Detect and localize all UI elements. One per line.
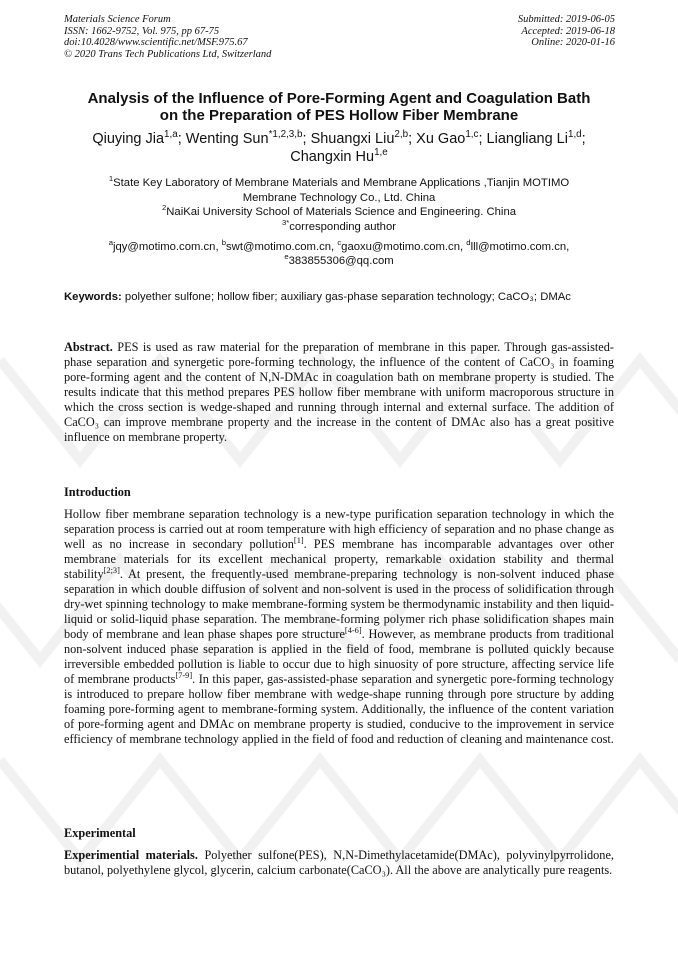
affiliations <box>40 176 638 234</box>
email-mark: b <box>221 238 227 248</box>
introduction-paragraph <box>64 507 614 747</box>
email-mark: c <box>337 238 342 248</box>
affiliation-1 <box>40 176 638 191</box>
author-line-1 <box>40 130 638 148</box>
affil-text: NaiKai University School of Materials Science and Engineering. China <box>166 206 517 218</box>
intro-text: . At present, the frequently-used membrane-preparing technology is non-solvent induced phase separation in which double diffusion of solvent and non-solvent is used in the process of solidification through dry-wet spinning technology to make membrane-forming system be thermodynamic instability and then liquid-liquid or solid-liquid phase separation. The membrane-forming polymer rich phase solidification shapes main body of membrane and lean phase shapes pore structure <box>64 567 614 641</box>
materials-label: Experimential materials. <box>64 848 198 862</box>
author-affil-mark: 1,d <box>567 129 582 141</box>
email-address[interactable]: lll@motimo.com.cn, <box>470 241 570 253</box>
online-date: Online: 2020-01-16 <box>531 37 615 48</box>
abstract-text: PES is used as raw material for the preparation of membrane in this paper. Through gas-assisted-phase separation and synergetic pore-forming technology, the influence of the content of CaCO₃ in foaming pore-forming agent and the content of N,N-DMAc in coagulation bath on membrane property is studied. The results indicate that this method prepares PES hollow fiber membrane with uniform macroporous structure in which the cross section is wedge-shaped and running through internal and external surface. The addition of CaCO₃ can improve membrane property and the increase in the content of DMAc also has a great positive influence on membrane property. <box>64 340 615 444</box>
journal-name: Materials Science Forum <box>64 14 171 25</box>
introduction-heading: Introduction <box>64 485 131 499</box>
email-line-1 <box>40 240 638 254</box>
keywords-text: polyether sulfone; hollow fiber; auxiliary gas-phase separation technology; CaCO₃; DMAc <box>124 291 571 303</box>
materials-text: Polyether sulfone(PES), N,N-Dimethylacetamide(DMAc), polyvinylpyrrolidone, butanol, polyethylene glycol, glycerin, calcium carbonate(CaCO₃). All the above are analytically pure reagents. <box>64 848 614 877</box>
author-separator: ; <box>581 131 586 147</box>
email-address[interactable]: 383855306@qq.com <box>288 255 394 267</box>
journal-info <box>64 14 271 60</box>
author-list <box>40 130 638 166</box>
author-affil-mark: 1,a <box>164 129 178 141</box>
author-separator: ; <box>408 131 413 147</box>
author-line-2 <box>40 148 638 166</box>
submission-dates <box>518 14 615 49</box>
author-affil-mark: 1,e <box>374 147 388 159</box>
intro-text: Hollow fiber membrane separation technology is a new-type purification separation technology in which the separation process is carried out at room temperature with high efficiency of separation and no phase change as well as no increase in secondary pollution <box>64 507 614 551</box>
experimental-heading: Experimental <box>64 826 136 840</box>
title-line-2: on the Preparation of PES Hollow Fiber Membrane <box>159 107 519 124</box>
intro-text: . PES membrane has incomparable advantages over other membrane materials for its excellent mechanical property, remarkable oxidation stability and thermal stability <box>64 537 615 581</box>
author-name: Wenting Sun <box>185 131 269 147</box>
author-name: Shuangxi Liu <box>310 131 395 147</box>
copyright-line: © 2020 Trans Tech Publications Ltd, Switzerland <box>64 48 272 60</box>
author-emails <box>40 240 638 268</box>
submitted-date: Submitted: 2019-06-05 <box>517 14 615 25</box>
affiliation-2 <box>40 205 638 220</box>
corresponding-author-note <box>40 217 638 235</box>
email-mark: a <box>108 238 113 248</box>
paper-title <box>40 90 638 124</box>
keywords <box>64 290 614 305</box>
doi-line: doi:10.4028/www.scientific.net/MSF.975.67 <box>64 37 248 48</box>
abstract-label: Abstract. <box>64 340 113 354</box>
issn-line: ISSN: 1662-9752, Vol. 975, pp 67-75 <box>64 25 220 37</box>
author-name: Qiuying Jia <box>92 131 165 147</box>
author-name: Liangliang Li <box>486 131 568 147</box>
email-address[interactable]: swt@motimo.com.cn, <box>226 241 335 253</box>
affil-mark: 3* <box>281 217 290 227</box>
author-name: Xu Gao <box>416 131 466 147</box>
author-separator: ; <box>177 131 182 147</box>
email-address[interactable]: jqy@motimo.com.cn, <box>112 241 219 253</box>
author-affil-mark: *1,2,3,b <box>268 129 303 141</box>
accepted-date: Accepted: 2019-06-18 <box>521 25 615 37</box>
affil-text: State Key Laboratory of Membrane Materials and Membrane Applications ,Tianjin MOTIMO <box>113 177 570 189</box>
title-line-1: Analysis of the Influence of Pore-Forming Agent and Coagulation Bath <box>87 90 591 107</box>
email-line-2 <box>40 254 638 268</box>
affil-mark: 2 <box>161 203 167 213</box>
abstract <box>64 340 614 445</box>
author-affil-mark: 1,c <box>465 129 479 141</box>
author-separator: ; <box>478 131 483 147</box>
author-separator: ; <box>302 131 307 147</box>
citation[interactable]: [4-6] <box>344 625 362 635</box>
author-name: Changxin Hu <box>290 149 375 165</box>
email-mark: e <box>284 252 289 262</box>
citation[interactable]: [1] <box>293 535 304 545</box>
citation[interactable]: [2;3] <box>103 565 120 575</box>
affiliation-1-cont: Membrane Technology Co., Ltd. China <box>242 191 436 204</box>
intro-text: . However, as membrane products from traditional non-solvent induced phase separation is applied in the field of food, membrane is polluted quickly because irreversible embedded pollution is liable to occur due to high sinuosity of pore structure, affecting service life of membrane products <box>64 627 614 686</box>
author-affil-mark: 2,b <box>394 129 409 141</box>
affil-text: corresponding author <box>289 220 397 233</box>
intro-text: . In this paper, gas-assisted-phase separation and synergetic pore-forming technology is introduced to prepare hollow fiber membrane with wedge-shape running through pore structure by adding foaming pore-forming agent to membrane-forming system. Additionally, the influence of the content variation of pore-forming agent and DMAc on membrane property is studied, conducive to the improvement in service efficiency of membrane technology applied in the field of food and reduction of cleaning and maintenance cost. <box>64 672 614 746</box>
email-mark: d <box>466 238 471 248</box>
email-address[interactable]: gaoxu@motimo.com.cn, <box>341 241 464 253</box>
keywords-label: Keywords: <box>64 291 122 303</box>
affil-mark: 1 <box>108 174 114 184</box>
experimental-materials <box>64 848 614 878</box>
citation[interactable]: [7-9] <box>175 670 193 680</box>
